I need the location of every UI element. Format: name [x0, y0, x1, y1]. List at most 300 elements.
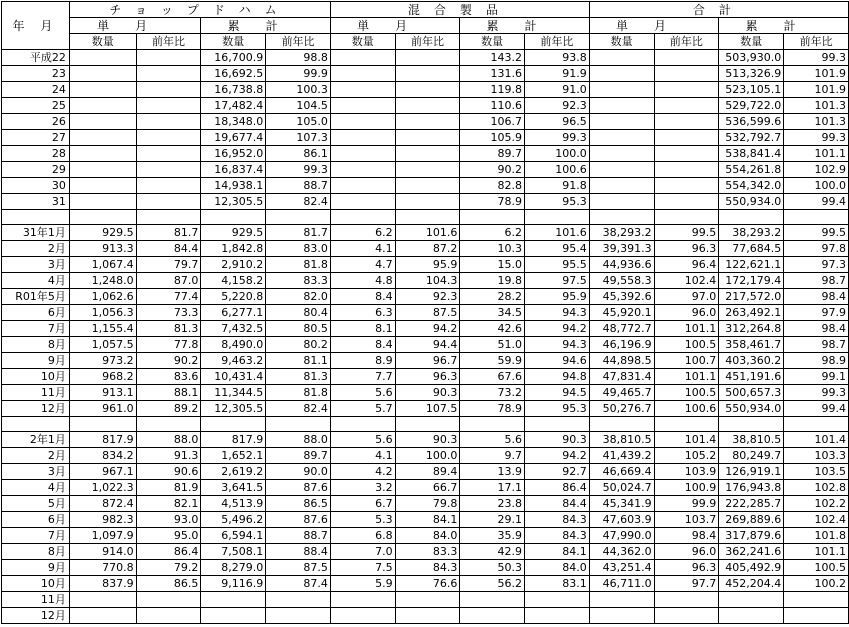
table-row — [2, 512, 849, 528]
table-row — [2, 480, 849, 496]
yoy-ratio-cell: 88.4 — [266, 544, 331, 560]
yoy-ratio-cell: 100.2 — [784, 576, 849, 592]
quantity-cell: 9.7 — [460, 448, 525, 464]
group-header-total: 合計 — [589, 2, 848, 18]
yoy-ratio-cell: 91.0 — [525, 82, 590, 98]
yoy-ratio-cell — [784, 608, 849, 624]
yoy-ratio-cell: 84.3 — [525, 512, 590, 528]
yoy-ratio-cell: 95.4 — [525, 241, 590, 257]
quantity-cell — [589, 66, 654, 82]
quantity-cell: 50,024.7 — [589, 480, 654, 496]
quantity-cell: 12,305.5 — [201, 194, 266, 210]
quantity-cell: 6,594.1 — [201, 528, 266, 544]
cumulative-header: 累計 — [460, 18, 589, 34]
table-row — [2, 178, 849, 194]
yoy-ratio-cell: 100.9 — [654, 480, 719, 496]
quantity-cell: 358,461.7 — [719, 337, 784, 353]
quantity-cell: 834.2 — [69, 448, 136, 464]
yoy-ratio-cell: 92.3 — [525, 98, 590, 114]
quantity-cell: 1,057.5 — [69, 337, 136, 353]
quantity-cell — [589, 98, 654, 114]
quantity-cell — [330, 178, 395, 194]
yoy-ratio-cell: 96.0 — [654, 305, 719, 321]
quantity-cell — [589, 114, 654, 130]
quantity-cell: 222,285.7 — [719, 496, 784, 512]
quantity-cell: 5.9 — [330, 576, 395, 592]
table-row — [2, 369, 849, 385]
yoy-ratio-cell — [654, 592, 719, 608]
yoy-ratio-cell: 81.3 — [266, 369, 331, 385]
quantity-cell: 4.2 — [330, 464, 395, 480]
yoy-ratio-cell: 84.4 — [525, 496, 590, 512]
empty-cell — [589, 417, 654, 432]
yoy-ratio-cell: 90.3 — [525, 432, 590, 448]
quantity-cell: 8.1 — [330, 321, 395, 337]
yoy-ratio-cell: 77.8 — [136, 337, 201, 353]
quantity-cell: 19.8 — [460, 273, 525, 289]
yoy-ratio-cell: 103.9 — [654, 464, 719, 480]
quantity-cell: 18,348.0 — [201, 114, 266, 130]
quantity-cell: 42.9 — [460, 544, 525, 560]
quantity-cell: 50.3 — [460, 560, 525, 576]
quantity-cell: 78.9 — [460, 194, 525, 210]
yoy-ratio-cell: 76.6 — [395, 576, 460, 592]
quantity-cell: 4,513.9 — [201, 496, 266, 512]
yoy-ratio-cell: 83.0 — [266, 241, 331, 257]
row-label: 3月 — [2, 257, 70, 273]
row-label: 11月 — [2, 385, 70, 401]
yoy-ratio-cell: 81.1 — [266, 353, 331, 369]
quantity-cell: 513,326.9 — [719, 66, 784, 82]
row-label: 12月 — [2, 401, 70, 417]
year-month-header: 年 月 — [2, 2, 70, 50]
empty-cell — [69, 210, 136, 225]
empty-cell — [201, 210, 266, 225]
quantity-cell — [589, 178, 654, 194]
row-label: 2月 — [2, 448, 70, 464]
yoy-ratio-cell: 90.3 — [395, 385, 460, 401]
quantity-cell: 16,692.5 — [201, 66, 266, 82]
table-row — [2, 50, 849, 66]
row-label: 2月 — [2, 241, 70, 257]
quantity-cell — [69, 66, 136, 82]
quantity-cell: 817.9 — [69, 432, 136, 448]
quantity-header: 数量 — [69, 34, 136, 50]
table-row — [2, 194, 849, 210]
table-row — [2, 528, 849, 544]
table-row — [2, 576, 849, 592]
quantity-cell: 126,919.1 — [719, 464, 784, 480]
table-row — [2, 257, 849, 273]
quantity-cell: 10,431.4 — [201, 369, 266, 385]
quantity-cell: 4.8 — [330, 273, 395, 289]
quantity-cell: 46,669.4 — [589, 464, 654, 480]
yoy-ratio-cell — [395, 146, 460, 162]
group-header-chopped-ham: チョップドハム — [69, 2, 330, 18]
quantity-cell: 362,241.6 — [719, 544, 784, 560]
quantity-cell: 312,264.8 — [719, 321, 784, 337]
spacer-row — [2, 210, 849, 225]
quantity-cell — [589, 82, 654, 98]
yoy-ratio-cell — [654, 50, 719, 66]
yoy-ratio-cell: 98.7 — [784, 273, 849, 289]
yoy-ratio-cell: 99.3 — [784, 385, 849, 401]
table-row — [2, 544, 849, 560]
row-label: 11月 — [2, 592, 70, 608]
yoy-ratio-header: 前年比 — [395, 34, 460, 50]
yoy-ratio-cell: 99.1 — [784, 369, 849, 385]
yoy-ratio-cell: 99.4 — [784, 401, 849, 417]
quantity-cell: 131.6 — [460, 66, 525, 82]
empty-cell — [525, 210, 590, 225]
yoy-ratio-cell: 102.9 — [784, 162, 849, 178]
empty-cell — [654, 417, 719, 432]
table-row — [2, 98, 849, 114]
quantity-cell: 105.9 — [460, 130, 525, 146]
yoy-ratio-cell: 101.1 — [784, 544, 849, 560]
yoy-ratio-header: 前年比 — [654, 34, 719, 50]
quantity-cell: 38,810.5 — [589, 432, 654, 448]
yoy-ratio-cell — [654, 66, 719, 82]
yoy-ratio-cell: 95.0 — [136, 528, 201, 544]
quantity-cell: 6.2 — [460, 225, 525, 241]
quantity-cell — [330, 130, 395, 146]
single-month-header: 単月 — [330, 18, 459, 34]
empty-cell — [330, 210, 395, 225]
yoy-ratio-cell: 77.4 — [136, 289, 201, 305]
table-row — [2, 401, 849, 417]
yoy-ratio-cell: 89.4 — [395, 464, 460, 480]
yoy-ratio-cell: 87.2 — [395, 241, 460, 257]
quantity-cell: 4,158.2 — [201, 273, 266, 289]
yoy-ratio-cell: 99.3 — [266, 162, 331, 178]
spacer-row — [2, 417, 849, 432]
quantity-cell: 7.0 — [330, 544, 395, 560]
quantity-cell — [330, 146, 395, 162]
yoy-ratio-cell: 103.7 — [654, 512, 719, 528]
yoy-ratio-cell: 88.0 — [136, 432, 201, 448]
table-row — [2, 162, 849, 178]
yoy-ratio-cell — [654, 194, 719, 210]
quantity-cell: 13.9 — [460, 464, 525, 480]
yoy-ratio-cell: 101.6 — [395, 225, 460, 241]
empty-cell — [719, 210, 784, 225]
cumulative-header: 累計 — [201, 18, 331, 34]
quantity-cell: 263,492.1 — [719, 305, 784, 321]
yoy-ratio-cell — [395, 608, 460, 624]
quantity-cell: 8,490.0 — [201, 337, 266, 353]
empty-cell — [395, 210, 460, 225]
yoy-ratio-cell: 88.7 — [266, 528, 331, 544]
quantity-cell: 45,920.1 — [589, 305, 654, 321]
quantity-cell: 5,496.2 — [201, 512, 266, 528]
quantity-cell: 2,619.2 — [201, 464, 266, 480]
yoy-ratio-cell: 99.3 — [784, 50, 849, 66]
yoy-ratio-cell — [654, 114, 719, 130]
yoy-ratio-cell — [395, 98, 460, 114]
yoy-ratio-cell: 83.3 — [395, 544, 460, 560]
yoy-ratio-cell: 84.0 — [525, 560, 590, 576]
empty-cell — [654, 210, 719, 225]
yoy-ratio-cell: 95.5 — [525, 257, 590, 273]
table-row — [2, 82, 849, 98]
table-row — [2, 146, 849, 162]
table-row — [2, 353, 849, 369]
quantity-cell: 1,652.1 — [201, 448, 266, 464]
yoy-ratio-cell: 96.0 — [654, 544, 719, 560]
yoy-ratio-cell — [784, 592, 849, 608]
yoy-ratio-cell: 94.8 — [525, 369, 590, 385]
yoy-ratio-cell: 100.6 — [654, 401, 719, 417]
quantity-cell: 16,700.9 — [201, 50, 266, 66]
quantity-cell: 913.3 — [69, 241, 136, 257]
quantity-cell — [330, 66, 395, 82]
yoy-ratio-cell: 79.8 — [395, 496, 460, 512]
yoy-ratio-cell: 98.4 — [784, 321, 849, 337]
quantity-cell — [330, 608, 395, 624]
quantity-cell — [330, 50, 395, 66]
quantity-cell — [589, 146, 654, 162]
yoy-ratio-cell: 96.4 — [654, 257, 719, 273]
quantity-cell — [460, 608, 525, 624]
yoy-ratio-cell: 90.3 — [395, 432, 460, 448]
row-label: 28 — [2, 146, 70, 162]
quantity-cell: 913.1 — [69, 385, 136, 401]
quantity-cell: 56.2 — [460, 576, 525, 592]
quantity-cell: 110.6 — [460, 98, 525, 114]
quantity-cell — [69, 130, 136, 146]
yoy-ratio-cell: 102.2 — [784, 496, 849, 512]
yoy-ratio-cell: 94.2 — [525, 448, 590, 464]
quantity-cell: 7,508.1 — [201, 544, 266, 560]
quantity-cell — [330, 194, 395, 210]
quantity-header: 数量 — [201, 34, 266, 50]
quantity-cell: 1,155.4 — [69, 321, 136, 337]
quantity-cell: 403,360.2 — [719, 353, 784, 369]
quantity-cell: 39,391.3 — [589, 241, 654, 257]
quantity-cell — [330, 98, 395, 114]
quantity-cell: 2,910.2 — [201, 257, 266, 273]
yoy-ratio-cell: 95.9 — [395, 257, 460, 273]
yoy-ratio-cell: 79.2 — [136, 560, 201, 576]
yoy-ratio-cell: 105.0 — [266, 114, 331, 130]
quantity-cell: 106.7 — [460, 114, 525, 130]
quantity-cell: 837.9 — [69, 576, 136, 592]
quantity-cell — [201, 608, 266, 624]
quantity-cell: 6,277.1 — [201, 305, 266, 321]
table-row — [2, 241, 849, 257]
yoy-ratio-cell: 101.1 — [784, 146, 849, 162]
row-label: 10月 — [2, 576, 70, 592]
yoy-ratio-cell: 102.4 — [654, 273, 719, 289]
cumulative-header: 累計 — [719, 18, 849, 34]
yoy-ratio-cell: 99.9 — [266, 66, 331, 82]
yoy-ratio-cell: 101.4 — [784, 432, 849, 448]
empty-cell — [2, 210, 70, 225]
quantity-cell: 19,677.4 — [201, 130, 266, 146]
quantity-cell: 8.4 — [330, 289, 395, 305]
empty-cell — [266, 210, 331, 225]
quantity-cell: 554,261.8 — [719, 162, 784, 178]
yoy-ratio-cell — [654, 162, 719, 178]
yoy-ratio-cell — [136, 66, 201, 82]
yoy-ratio-cell: 97.8 — [784, 241, 849, 257]
yoy-ratio-cell: 87.4 — [266, 576, 331, 592]
quantity-cell: 90.2 — [460, 162, 525, 178]
yoy-ratio-cell: 95.3 — [525, 401, 590, 417]
quantity-cell: 45,341.9 — [589, 496, 654, 512]
yoy-ratio-cell: 90.6 — [136, 464, 201, 480]
yoy-ratio-cell: 97.3 — [784, 257, 849, 273]
row-label: 25 — [2, 98, 70, 114]
quantity-cell — [719, 608, 784, 624]
quantity-cell: 529,722.0 — [719, 98, 784, 114]
yoy-ratio-cell: 99.3 — [784, 130, 849, 146]
quantity-cell: 532,792.7 — [719, 130, 784, 146]
empty-cell — [201, 417, 266, 432]
yoy-ratio-cell: 96.5 — [525, 114, 590, 130]
table-row — [2, 385, 849, 401]
quantity-cell: 143.2 — [460, 50, 525, 66]
yoy-ratio-cell: 81.8 — [266, 385, 331, 401]
empty-cell — [460, 210, 525, 225]
single-month-header: 単月 — [589, 18, 719, 34]
yoy-ratio-cell — [654, 146, 719, 162]
quantity-cell: 1,062.6 — [69, 289, 136, 305]
yoy-ratio-cell: 84.3 — [395, 560, 460, 576]
table-row — [2, 608, 849, 624]
table-row — [2, 305, 849, 321]
yoy-ratio-cell — [136, 162, 201, 178]
empty-cell — [136, 417, 201, 432]
yoy-ratio-cell — [136, 130, 201, 146]
yoy-ratio-cell: 101.8 — [784, 528, 849, 544]
quantity-cell: 44,898.5 — [589, 353, 654, 369]
quantity-cell: 452,204.4 — [719, 576, 784, 592]
quantity-cell: 67.6 — [460, 369, 525, 385]
yoy-ratio-cell: 84.1 — [525, 544, 590, 560]
row-label: 8月 — [2, 544, 70, 560]
quantity-cell: 51.0 — [460, 337, 525, 353]
yoy-ratio-cell: 98.9 — [784, 353, 849, 369]
row-label: 4月 — [2, 273, 70, 289]
quantity-cell: 80,249.7 — [719, 448, 784, 464]
yoy-ratio-cell — [136, 592, 201, 608]
quantity-cell: 550,934.0 — [719, 194, 784, 210]
quantity-cell — [69, 162, 136, 178]
yoy-ratio-cell — [525, 592, 590, 608]
quantity-cell: 73.2 — [460, 385, 525, 401]
quantity-cell: 44,936.6 — [589, 257, 654, 273]
quantity-cell: 119.8 — [460, 82, 525, 98]
quantity-cell: 929.5 — [69, 225, 136, 241]
quantity-header: 数量 — [719, 34, 784, 50]
quantity-cell: 1,056.3 — [69, 305, 136, 321]
yoy-ratio-cell — [395, 162, 460, 178]
quantity-cell — [589, 162, 654, 178]
quantity-cell: 29.1 — [460, 512, 525, 528]
row-label: 12月 — [2, 608, 70, 624]
header-row-periods — [2, 18, 849, 34]
quantity-cell — [69, 194, 136, 210]
table-row — [2, 448, 849, 464]
yoy-ratio-cell — [654, 608, 719, 624]
quantity-cell: 6.8 — [330, 528, 395, 544]
quantity-cell: 5.7 — [330, 401, 395, 417]
table-row — [2, 273, 849, 289]
yoy-ratio-cell: 97.5 — [525, 273, 590, 289]
yoy-ratio-cell — [136, 178, 201, 194]
quantity-cell: 47,831.4 — [589, 369, 654, 385]
yoy-ratio-cell: 101.4 — [654, 432, 719, 448]
quantity-cell: 6.3 — [330, 305, 395, 321]
quantity-cell: 554,342.0 — [719, 178, 784, 194]
yoy-ratio-cell: 93.0 — [136, 512, 201, 528]
quantity-cell: 9,463.2 — [201, 353, 266, 369]
yoy-ratio-cell: 100.0 — [525, 146, 590, 162]
yoy-ratio-cell: 96.3 — [654, 241, 719, 257]
yoy-ratio-cell: 81.7 — [136, 225, 201, 241]
empty-cell — [266, 417, 331, 432]
yoy-ratio-cell: 94.6 — [525, 353, 590, 369]
quantity-cell: 1,842.8 — [201, 241, 266, 257]
yoy-ratio-cell — [395, 66, 460, 82]
quantity-cell: 817.9 — [201, 432, 266, 448]
yoy-ratio-cell: 87.6 — [266, 480, 331, 496]
quantity-cell: 77,684.5 — [719, 241, 784, 257]
yoy-ratio-cell: 104.3 — [395, 273, 460, 289]
quantity-cell — [69, 98, 136, 114]
yoy-ratio-cell: 101.9 — [784, 66, 849, 82]
table-row — [2, 225, 849, 241]
quantity-cell: 122,621.1 — [719, 257, 784, 273]
quantity-cell — [589, 608, 654, 624]
yoy-ratio-cell — [395, 50, 460, 66]
yoy-ratio-cell: 81.3 — [136, 321, 201, 337]
quantity-cell: 973.2 — [69, 353, 136, 369]
yoy-ratio-cell: 101.3 — [784, 114, 849, 130]
quantity-cell: 5.6 — [330, 432, 395, 448]
quantity-cell — [69, 178, 136, 194]
yoy-ratio-cell: 86.5 — [266, 496, 331, 512]
empty-cell — [784, 417, 849, 432]
quantity-cell: 503,930.0 — [719, 50, 784, 66]
quantity-cell — [330, 592, 395, 608]
yoy-ratio-cell — [136, 114, 201, 130]
header-row-measures — [2, 34, 849, 50]
yoy-ratio-cell: 100.7 — [654, 353, 719, 369]
yoy-ratio-cell: 100.3 — [266, 82, 331, 98]
yoy-ratio-cell: 88.7 — [266, 178, 331, 194]
yoy-ratio-cell: 100.0 — [784, 178, 849, 194]
quantity-cell — [589, 50, 654, 66]
yoy-ratio-cell: 100.0 — [395, 448, 460, 464]
quantity-cell: 38,293.2 — [589, 225, 654, 241]
empty-cell — [2, 417, 70, 432]
quantity-cell: 15.0 — [460, 257, 525, 273]
yoy-ratio-cell: 86.4 — [136, 544, 201, 560]
quantity-cell: 5.6 — [330, 385, 395, 401]
quantity-cell: 451,191.6 — [719, 369, 784, 385]
yoy-ratio-cell: 91.3 — [136, 448, 201, 464]
quantity-cell: 500,657.3 — [719, 385, 784, 401]
quantity-cell — [69, 608, 136, 624]
yoy-ratio-cell: 83.3 — [266, 273, 331, 289]
quantity-cell: 17.1 — [460, 480, 525, 496]
table-row — [2, 592, 849, 608]
yoy-ratio-cell: 92.3 — [395, 289, 460, 305]
quantity-cell: 4.1 — [330, 448, 395, 464]
